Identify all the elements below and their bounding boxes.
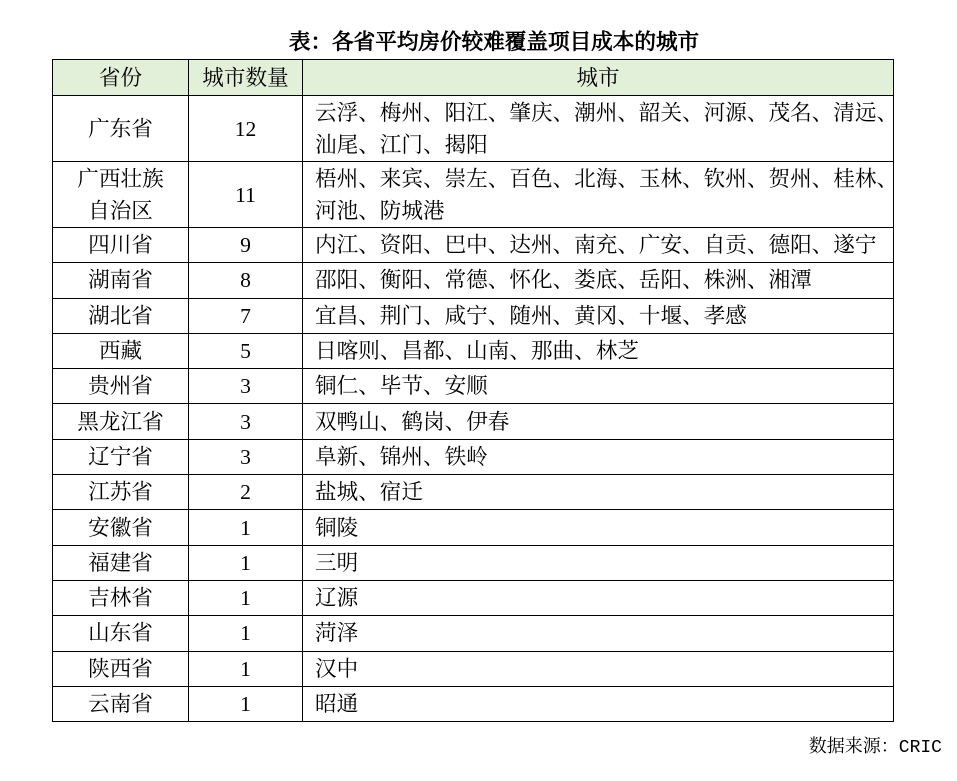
table-title: 表：各省平均房价较难覆盖项目成本的城市: [288, 30, 700, 54]
city-count-cell: 2: [189, 475, 303, 510]
province-cell: 陕西省: [53, 651, 189, 686]
province-cell: 广东省: [53, 96, 189, 162]
city-count-cell: 12: [189, 96, 303, 162]
city-count-cell: 1: [189, 545, 303, 580]
cities-cell: 日喀则、昌都、山南、那曲、林芝: [303, 333, 894, 368]
city-count-cell: 1: [189, 651, 303, 686]
table-row: [53, 369, 894, 404]
table-row: [53, 580, 894, 615]
cities-cell: 辽源: [303, 580, 894, 615]
table-body: [53, 96, 899, 722]
city-count-cell: 9: [189, 228, 303, 263]
cities-cell: 邵阳、衡阳、常德、怀化、娄底、岳阳、株洲、湘潭: [303, 263, 894, 298]
cities-cell: 铜仁、毕节、安顺: [303, 369, 894, 404]
cities-cell: 阜新、锦州、铁岭: [303, 439, 894, 474]
cities-cell: 三明: [303, 545, 894, 580]
table-row: [53, 298, 894, 333]
cities-cell: 宜昌、荆门、咸宁、随州、黄冈、十堰、孝感: [303, 298, 894, 333]
city-count-cell: 7: [189, 298, 303, 333]
province-cell: 吉林省: [53, 580, 189, 615]
table-row: [53, 686, 894, 721]
table-row: [53, 439, 894, 474]
table-row: [53, 162, 894, 228]
province-cell: 湖北省: [53, 298, 189, 333]
table-row: [53, 651, 894, 686]
cities-cell: [303, 162, 899, 228]
city-count-cell: 1: [189, 510, 303, 545]
city-count-cell: 1: [189, 580, 303, 615]
cities-cell: 内江、资阳、巴中、达州、南充、广安、自贡、德阳、遂宁: [303, 228, 894, 263]
cities-cell: 菏泽: [303, 616, 894, 651]
table-header: [53, 60, 894, 96]
province-cell: 福建省: [53, 545, 189, 580]
province-cell: [53, 162, 189, 228]
city-count-cell: 5: [189, 333, 303, 368]
cities-cell: 双鸭山、鹤岗、伊春: [303, 404, 894, 439]
city-count-cell: 3: [189, 369, 303, 404]
province-line: 广西壮族: [77, 166, 164, 191]
city-count-cell: 11: [189, 162, 303, 228]
province-cell: 云南省: [53, 686, 189, 721]
city-count-cell: 1: [189, 686, 303, 721]
province-cell: 山东省: [53, 616, 189, 651]
province-cell: 四川省: [53, 228, 189, 263]
province-cell: 西藏: [53, 333, 189, 368]
header-city-count: 城市数量: [189, 60, 303, 96]
province-cell: 湖南省: [53, 263, 189, 298]
table-row: [53, 96, 894, 162]
table-row: [53, 228, 894, 263]
cities-cell: 昭通: [303, 686, 894, 721]
city-count-cell: 8: [189, 263, 303, 298]
cities-cell: [303, 96, 899, 162]
province-cell: 辽宁省: [53, 439, 189, 474]
table-header-row: [53, 60, 894, 96]
province-cell: 江苏省: [53, 475, 189, 510]
city-count-cell: 3: [189, 439, 303, 474]
table-row: [53, 616, 894, 651]
cities-cell: 铜陵: [303, 510, 894, 545]
province-cell: 安徽省: [53, 510, 189, 545]
province-city-table: [52, 59, 899, 722]
province-line: 自治区: [88, 198, 153, 223]
table-row: [53, 510, 894, 545]
header-cities: 城市: [303, 60, 894, 96]
province-cell: 贵州省: [53, 369, 189, 404]
cities-cell: 盐城、宿迁: [303, 475, 894, 510]
cities-line: 云浮、梅州、阳江、肇庆、潮州、韶关、河源、茂名、清远、: [315, 100, 899, 125]
city-count-cell: 1: [189, 616, 303, 651]
province-cell: 黑龙江省: [53, 404, 189, 439]
header-province: 省份: [53, 60, 189, 96]
cities-line: 河池、防城港: [315, 198, 445, 223]
city-count-cell: 3: [189, 404, 303, 439]
cities-line: 梧州、来宾、崇左、百色、北海、玉林、钦州、贺州、桂林、: [315, 166, 899, 191]
table-row: [53, 545, 894, 580]
cities-line: 汕尾、江门、揭阳: [315, 132, 488, 157]
cities-cell: 汉中: [303, 651, 894, 686]
table-row: [53, 404, 894, 439]
data-source-note: 数据来源：CRIC: [808, 738, 942, 758]
table-row: [53, 263, 894, 298]
table-row: [53, 475, 894, 510]
table-row: [53, 333, 894, 368]
